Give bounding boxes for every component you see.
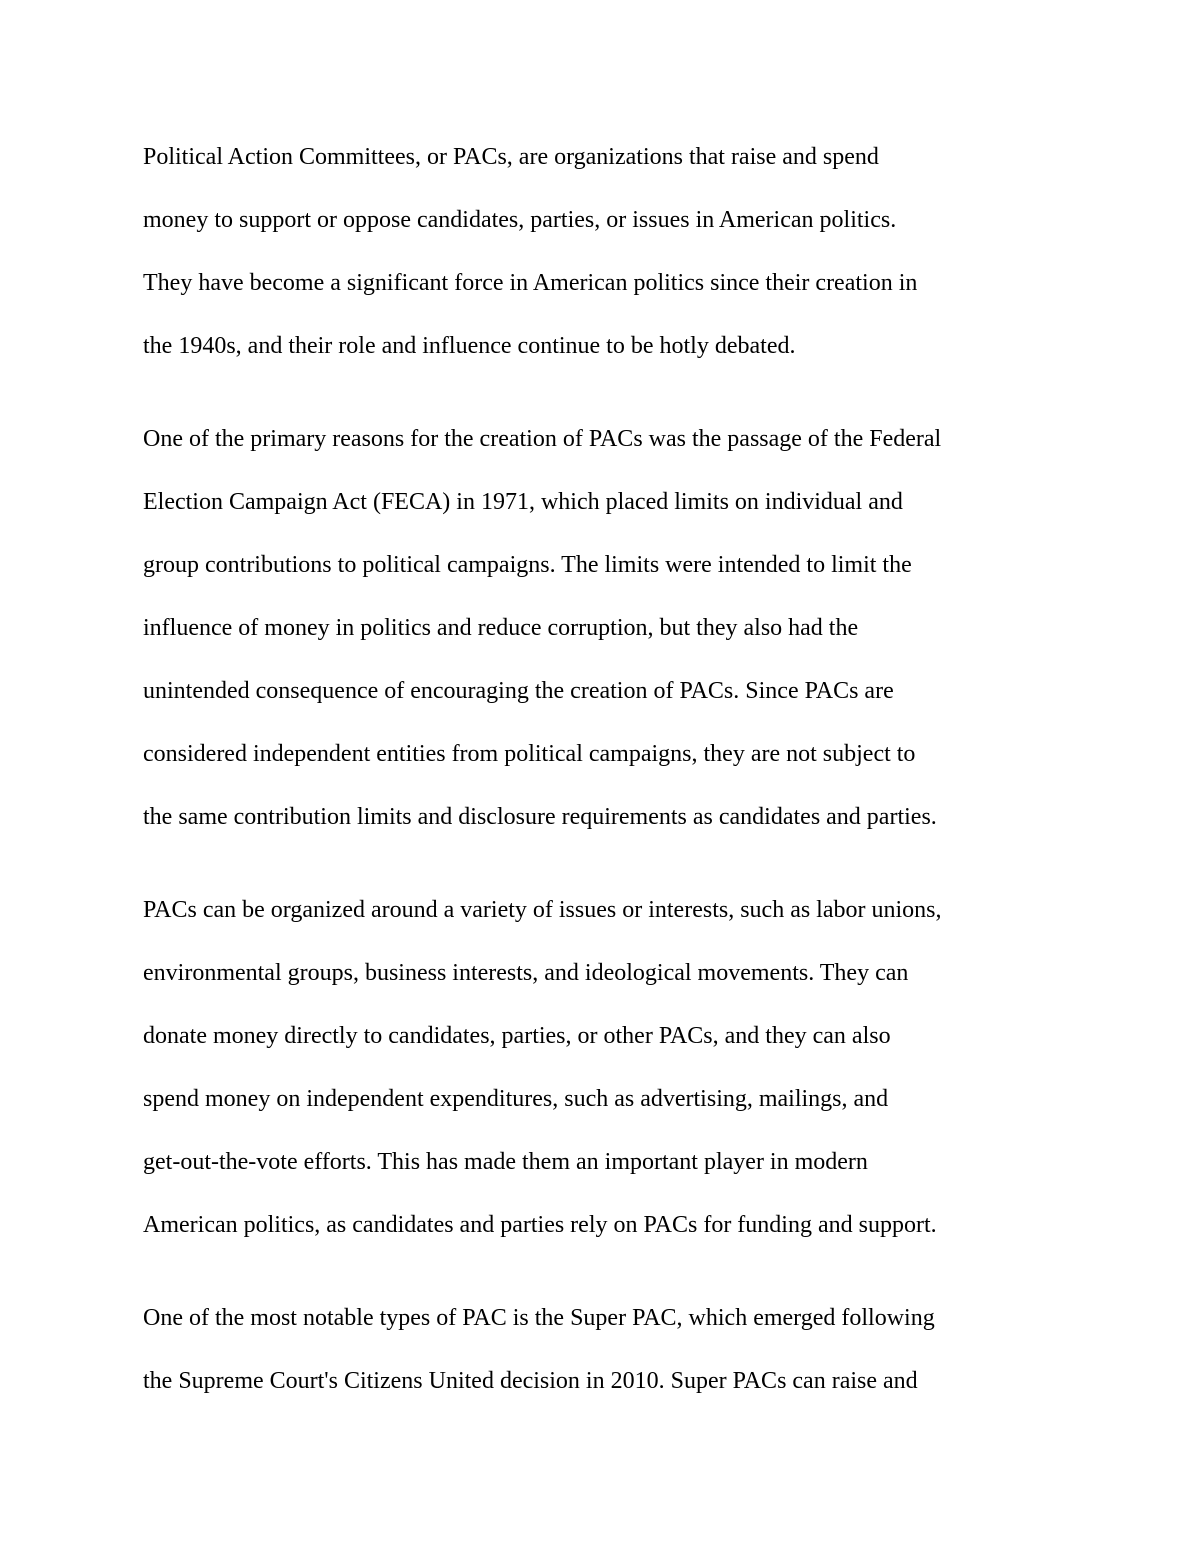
text-line: PACs can be organized around a variety of issues or interests, such as labor unions, [143,897,942,923]
text-line: American politics, as candidates and parties rely on PACs for funding and support. [143,1212,937,1238]
text-line: the Supreme Court's Citizens United decision in 2010. Super PACs can raise and [143,1368,918,1394]
text-line: the same contribution limits and disclosure requirements as candidates and parties. [143,804,937,830]
text-line: environmental groups, business interests, and ideological movements. They can [143,960,909,986]
text-line: spend money on independent expenditures, such as advertising, mailings, and [143,1086,889,1112]
text-line: influence of money in politics and reduce corruption, but they also had the [143,615,859,641]
text-line: They have become a significant force in American politics since their creation in [143,270,918,296]
text-line: donate money directly to candidates, parties, or other PACs, and they can also [143,1023,891,1049]
paragraph-4 [143,1287,1103,1413]
text-line: Political Action Committees, or PACs, are organizations that raise and spend [143,144,879,170]
text-line: unintended consequence of encouraging the creation of PACs. Since PACs are [143,678,894,704]
text-line: One of the primary reasons for the creation of PACs was the passage of the Federal [143,426,942,452]
paragraph-2 [143,408,1103,849]
paragraph-3 [143,879,1103,1257]
text-line: One of the most notable types of PAC is the Super PAC, which emerged following [143,1305,935,1331]
text-line: get-out-the-vote efforts. This has made them an important player in modern [143,1149,868,1175]
text-line: the 1940s, and their role and influence continue to be hotly debated. [143,333,796,359]
text-line: money to support or oppose candidates, parties, or issues in American politics. [143,207,897,233]
text-line: Election Campaign Act (FECA) in 1971, which placed limits on individual and [143,489,903,515]
paragraph-1 [143,126,1103,378]
text-line: considered independent entities from political campaigns, they are not subject to [143,741,916,767]
document-body [143,126,1103,1443]
text-line: group contributions to political campaigns. The limits were intended to limit the [143,552,912,578]
